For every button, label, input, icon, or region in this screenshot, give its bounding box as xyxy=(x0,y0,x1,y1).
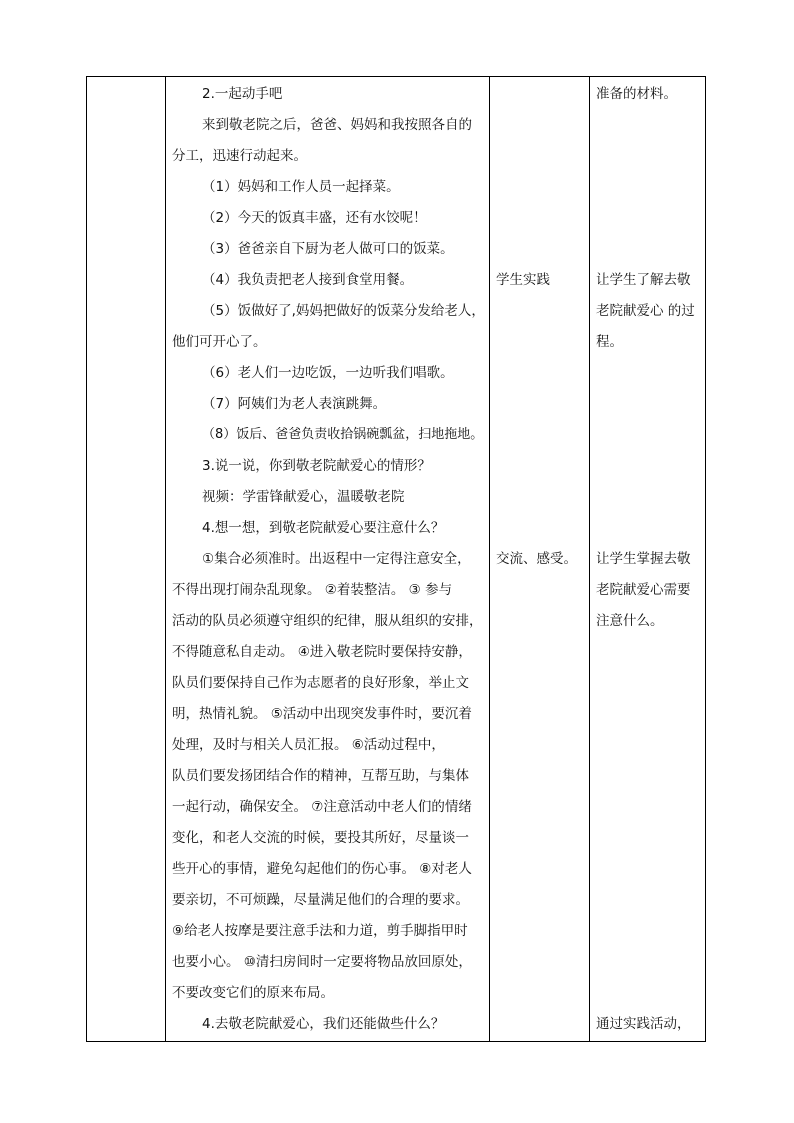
activity-line: 要亲切，不可烦躁，尽量满足他们的合理的要求。 xyxy=(172,892,469,908)
activity-line: 明，热情礼貌。 ⑤活动中出现突发事件时，要沉着 xyxy=(172,706,472,722)
intent-line: 通过实践活动， xyxy=(596,1016,691,1032)
activity-line: 处理，及时与相关人员汇报。 ⑥活动过程中， xyxy=(172,737,445,753)
student-practice: 学生实践 xyxy=(496,272,550,288)
activity-line: （3）爸爸亲自下厨为老人做可口的饭菜。 xyxy=(202,241,454,257)
activity-line: （6）老人们一边吃饭，一边听我们唱歌。 xyxy=(202,365,454,381)
activity-line: 不得随意私自走动。 ④进入敬老院时要保持安静， xyxy=(172,644,472,660)
activity-line: 变化，和老人交流的时候，要投其所好，尽量谈一 xyxy=(172,830,469,846)
activity-line: 不得出现打闹杂乱现象。 ②着装整洁。 ③ 参与 xyxy=(172,582,453,598)
intent-cell xyxy=(590,77,706,1041)
student-exchange: 交流、感受。 xyxy=(496,551,577,567)
activity-line: 也要小心。 ⑩清扫房间时一定要将物品放回原处， xyxy=(172,954,472,970)
activity-line: 活动的队员必须遵守组织的纪律，服从组织的安排， xyxy=(172,613,483,629)
activity-line: 视频：学雷锋献爱心，温暖敬老院 xyxy=(202,489,405,505)
activity-line: ⑨给老人按摩是要注意手法和力道，剪手脚指甲时 xyxy=(172,923,468,939)
activity-line: （7）阿姨们为老人表演跳舞。 xyxy=(202,396,387,412)
intent-line: 老院献爱心需要 xyxy=(596,582,691,598)
activity-line: （5）饭做好了,妈妈把做好的饭菜分发给老人， xyxy=(202,303,485,319)
activity-line: （4）我负责把老人接到食堂用餐。 xyxy=(202,272,414,288)
intent-line: 准备的材料。 xyxy=(596,86,677,102)
intent-line: 程。 xyxy=(596,334,623,350)
activity-line: 队员们要发扬团结合作的精神，互帮互助，与集体 xyxy=(172,768,469,784)
activity-line: 来到敬老院之后，爸爸、妈妈和我按照各自的 xyxy=(202,117,472,133)
activity-line: 一起行动，确保安全。 ⑦注意活动中老人们的情绪 xyxy=(172,799,472,815)
activity-line: 4.想一想，到敬老院献爱心要注意什么？ xyxy=(202,520,445,536)
intent-line: 让学生了解去敬 xyxy=(596,272,691,288)
stage-cell xyxy=(87,77,165,1041)
activity-line: 队员们要保持自己作为志愿者的良好形象，举止文 xyxy=(172,675,469,691)
activity-line: 2.一起动手吧 xyxy=(202,86,283,102)
activity-line: 他们可开心了。 xyxy=(172,334,267,350)
activity-line: ①集合必须准时。出返程中一定得注意安全， xyxy=(202,551,471,567)
student-cell xyxy=(490,77,589,1041)
activity-line: 分工，迅速行动起来。 xyxy=(172,148,307,164)
intent-line: 让学生掌握去敬 xyxy=(596,551,691,567)
activity-line: 4.去敬老院献爱心，我们还能做些什么？ xyxy=(202,1016,445,1032)
activity-line: （1）妈妈和工作人员一起择菜。 xyxy=(202,179,400,195)
intent-line: 注意什么。 xyxy=(596,613,664,629)
activity-line: （2）今天的饭真丰盛，还有水饺呢！ xyxy=(202,210,427,226)
intent-line: 老院献爱心 的过 xyxy=(596,303,695,319)
activity-line: 不要改变它们的原来布局。 xyxy=(172,985,334,1001)
activity-line: 3.说一说，你到敬老院献爱心的情形？ xyxy=(202,458,431,474)
activity-line: 些开心的事情，避免勾起他们的伤心事。 ⑧对老人 xyxy=(172,861,472,877)
activity-cell xyxy=(166,77,489,1041)
activity-line: （8）饭后、爸爸负责收拾锅碗瓢盆，扫地拖地。 xyxy=(202,427,484,442)
lesson-table xyxy=(86,76,706,1042)
